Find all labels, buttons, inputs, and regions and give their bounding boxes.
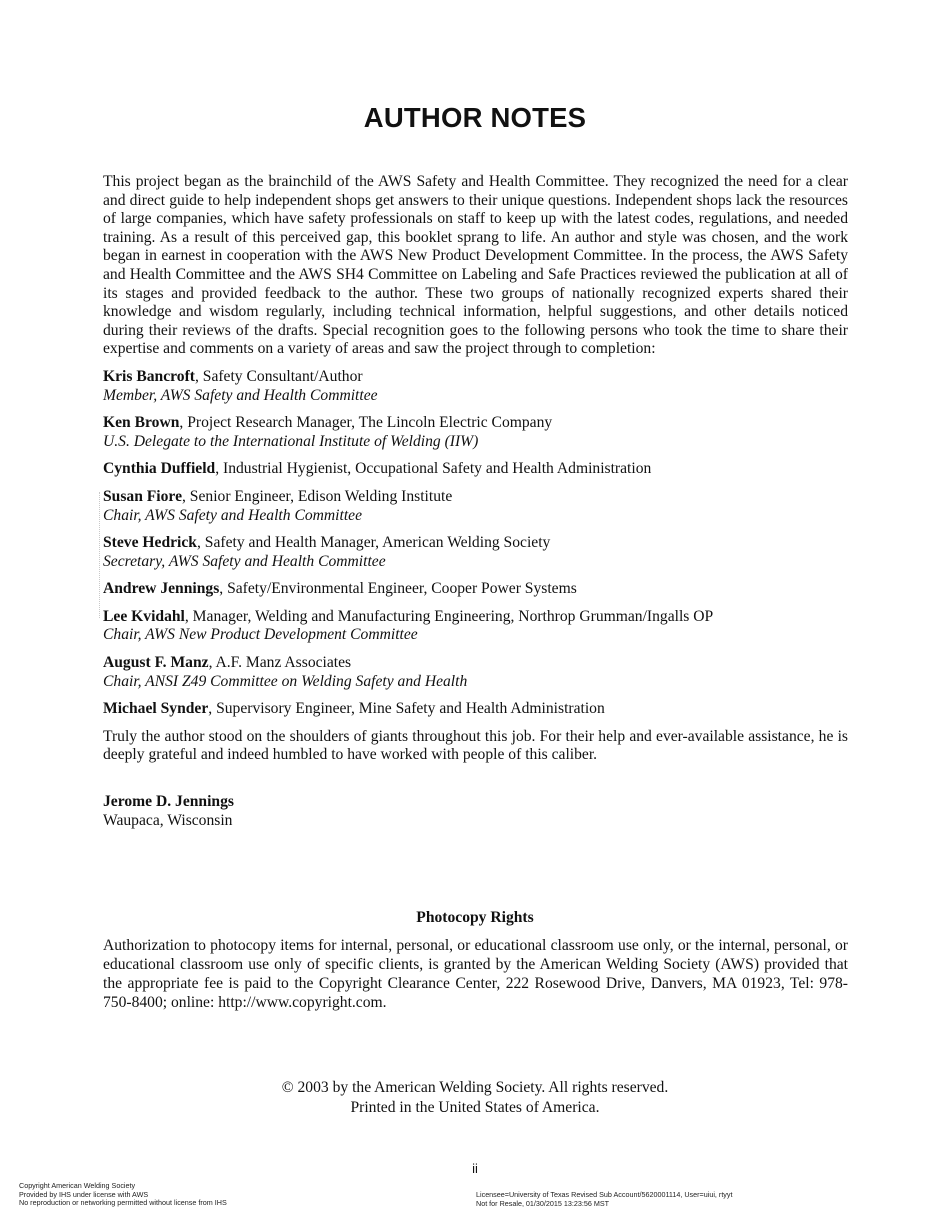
reviewer-name: Lee Kvidahl	[103, 607, 185, 625]
reviewer-role: Secretary, AWS Safety and Health Committee	[103, 552, 386, 570]
reviewer-name: Cynthia Duffield	[103, 460, 216, 478]
reviewer-title: , Safety Consultant/Author	[194, 367, 363, 385]
reviewer-title: , Manager, Welding and Manufacturing Engineering, Northrop Grumman/Ingalls OP	[184, 607, 714, 625]
footer-line: Licensee=University of Texas Revised Sub Account/5620001114, User=uiui, rtyyt	[476, 1190, 733, 1199]
reviewer-name: Michael Synder	[103, 700, 209, 718]
reviewer-title: , Project Research Manager, The Lincoln Electric Company	[179, 414, 553, 432]
reviewer-role: Member, AWS Safety and Health Committee	[103, 386, 378, 404]
margin-mark	[99, 492, 100, 618]
footer-line: No reproduction or networking permitted without license from IHS	[19, 1198, 227, 1208]
reviewer-title: , Safety/Environmental Engineer, Cooper Power Systems	[219, 580, 577, 598]
reviewer-entry	[103, 460, 848, 479]
author-name: Jerome D. Jennings	[103, 793, 234, 811]
page-number: ii	[472, 1161, 478, 1176]
author-location: Waupaca, Wisconsin	[103, 811, 233, 829]
footer-license-left	[19, 1182, 227, 1208]
reviewer-role: Chair, AWS Safety and Health Committee	[103, 506, 363, 524]
copyright-line: © 2003 by the American Welding Society. All rights reserved.	[281, 1079, 669, 1096]
main-content	[103, 173, 848, 830]
reviewer-entry	[103, 368, 848, 405]
reviewer-role: Chair, AWS New Product Development Committee	[103, 626, 418, 644]
copyright-notice	[0, 1078, 950, 1117]
reviewer-title: , Safety and Health Manager, American Welding Society	[196, 534, 551, 552]
photocopy-paragraph: Authorization to photocopy items for internal, personal, or educational classroom use only, or the internal, personal, or educational classroom use only of specific clients, is granted by the American Welding Society (AWS) provided that the appropriate fee is paid to the Copyright Clearance Center, 222 Rosewood Drive, Danvers, MA 01923, Tel: 978-750-8400; online: http://www.copyright.com.	[103, 937, 848, 1011]
footer-line: Not for Resale, 01/30/2015 13:23:56 MST	[476, 1198, 610, 1208]
reviewer-entry	[103, 534, 848, 571]
intro-paragraph: This project began as the brainchild of the AWS Safety and Health Committee. They recognized the need for a clear and direct guide to help independent shops get answers to their unique questions. Independent shops lack the resources of large companies, which have safety professionals on staff to keep up with the latest codes, regulations, and needed training. As a result of this perceived gap, this booklet sprang to life. An author and style was chosen, and the work began in earnest in cooperation with the AWS New Product Development Committee. In the process, the AWS Safety and Health Committee and the AWS SH4 Committee on Labeling and Safe Practices reviewed the publication at all of its stages and provided feedback to the author. These two groups of nationally recognized experts shared their knowledge and wisdom regularly, including technical information, helpful suggestions, and other details noticed during their reviews of the drafts. Special recognition goes to the following persons who took the time to share their expertise and comments on a variety of areas and saw the project through to completion:	[103, 173, 848, 358]
reviewer-name: Steve Hedrick	[103, 534, 197, 552]
reviewer-entry	[103, 414, 848, 451]
reviewer-entry	[103, 488, 848, 525]
reviewer-entry	[103, 700, 848, 719]
closing-paragraph: Truly the author stood on the shoulders of giants throughout this job. For their help and ever-available assistance, he is deeply grateful and indeed humbled to have worked with people of this caliber.	[103, 727, 848, 764]
reviewer-title: , A.F. Manz Associates	[208, 654, 352, 672]
reviewer-entry	[103, 608, 848, 645]
reviewer-name: August F. Manz	[103, 654, 209, 672]
author-signature-block	[103, 793, 848, 830]
reviewer-title: , Senior Engineer, Edison Welding Institute	[182, 487, 453, 505]
reviewer-title: , Industrial Hygienist, Occupational Safety and Health Administration	[215, 460, 652, 478]
footer-license-right	[476, 1191, 733, 1208]
reviewer-name: Kris Bancroft	[103, 367, 195, 385]
printed-in-line: Printed in the United States of America.	[350, 1098, 600, 1116]
reviewer-entry	[103, 654, 848, 691]
footer-line: Provided by IHS under license with AWS	[19, 1189, 149, 1199]
reviewer-role: U.S. Delegate to the International Institute of Welding (IIW)	[103, 432, 479, 450]
footer-line: Copyright American Welding Society	[19, 1181, 136, 1190]
reviewer-title: , Supervisory Engineer, Mine Safety and Health Administration	[208, 700, 605, 718]
reviewer-entry	[103, 580, 848, 599]
reviewer-name: Andrew Jennings	[103, 580, 220, 598]
reviewer-role: Chair, ANSI Z49 Committee on Welding Safety and Health	[103, 672, 468, 690]
reviewer-name: Susan Fiore	[103, 487, 182, 505]
photocopy-heading: Photocopy Rights	[416, 909, 534, 926]
reviewer-name: Ken Brown	[103, 414, 180, 432]
page-title: AUTHOR NOTES	[363, 102, 587, 133]
